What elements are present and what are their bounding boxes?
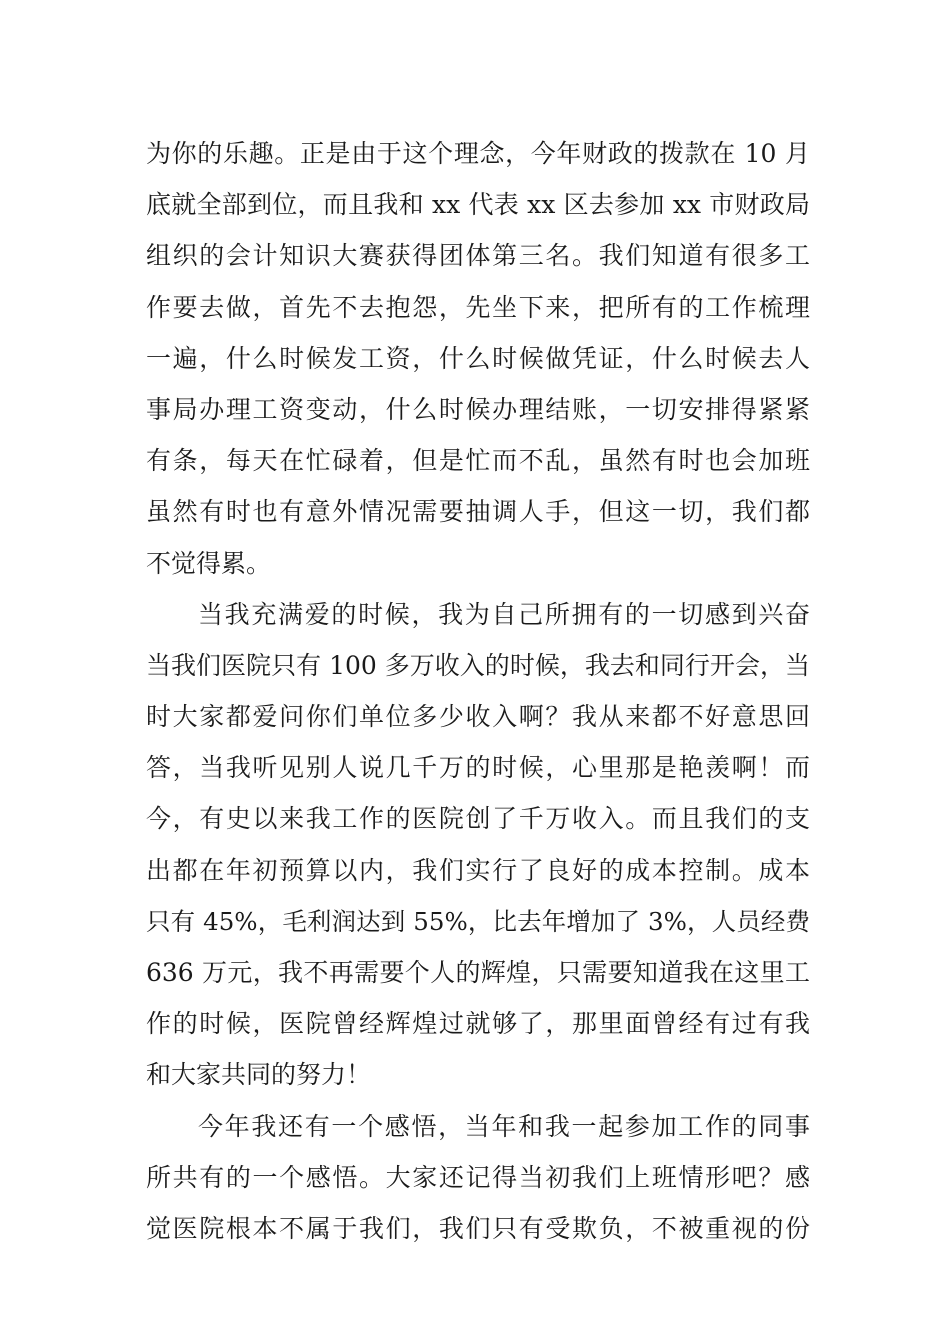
text-line: 636 万元，我不再需要个人的辉煌，只需要知道我在这里工 [146, 958, 810, 987]
text-line: 今年我还有一个感悟，当年和我一起参加工作的同事 [198, 1111, 810, 1141]
text-line: 虽然有时也有意外情况需要抽调人手，但这一切，我们都 [146, 497, 810, 527]
text-line: 出都在年初预算以内，我们实行了良好的成本控制。成本 [146, 855, 810, 885]
text-line: 只有 45%，毛利润达到 55%，比去年增加了 3%，人员经费 [146, 906, 810, 936]
text-line: 答，当我听见别人说几千万的时候，心里那是艳羡啊！而 [146, 753, 810, 783]
text-line: 今，有史以来我工作的医院创了千万收入。而且我们的支 [146, 804, 810, 834]
paragraph-3 [146, 1101, 810, 1255]
text-line: 作要去做，首先不去抱怨，先坐下来，把所有的工作梳理 [146, 292, 810, 322]
text-line: 所共有的一个感悟。大家还记得当初我们上班情形吧？感 [146, 1162, 810, 1192]
text-line: 觉医院根本不属于我们，我们只有受欺负，不被重视的份 [146, 1213, 810, 1243]
text-line: 不觉得累。 [146, 548, 272, 578]
text-line: 当我们医院只有 100 多万收入的时候，我去和同行开会，当 [146, 650, 810, 680]
text-line: 时大家都爱问你们单位多少收入啊？我从来都不好意思回 [146, 702, 810, 732]
paragraph-1 [146, 128, 810, 589]
text-line: 一遍，什么时候发工资，什么时候做凭证，什么时候去人 [146, 343, 810, 373]
text-line: 有条，每天在忙碌着，但是忙而不乱，虽然有时也会加班 [146, 446, 810, 476]
text-line: 组织的会计知识大赛获得团体第三名。我们知道有很多工 [146, 241, 810, 271]
text-line: 事局办理工资变动，什么时候办理结账，一切安排得紧紧 [146, 394, 810, 424]
text-line: 当我充满爱的时候，我为自己所拥有的一切感到兴奋 [198, 599, 810, 629]
document-body [146, 128, 810, 1254]
paragraph-2 [146, 589, 810, 1101]
text-line: 底就全部到位，而且我和 xx 代表 xx 区去参加 xx 市财政局 [146, 190, 810, 220]
text-line: 为你的乐趣。正是由于这个理念，今年财政的拨款在 10 月 [146, 139, 810, 168]
text-line: 作的时候，医院曾经辉煌过就够了，那里面曾经有过有我 [146, 1009, 810, 1039]
text-line: 和大家共同的努力！ [146, 1060, 372, 1090]
